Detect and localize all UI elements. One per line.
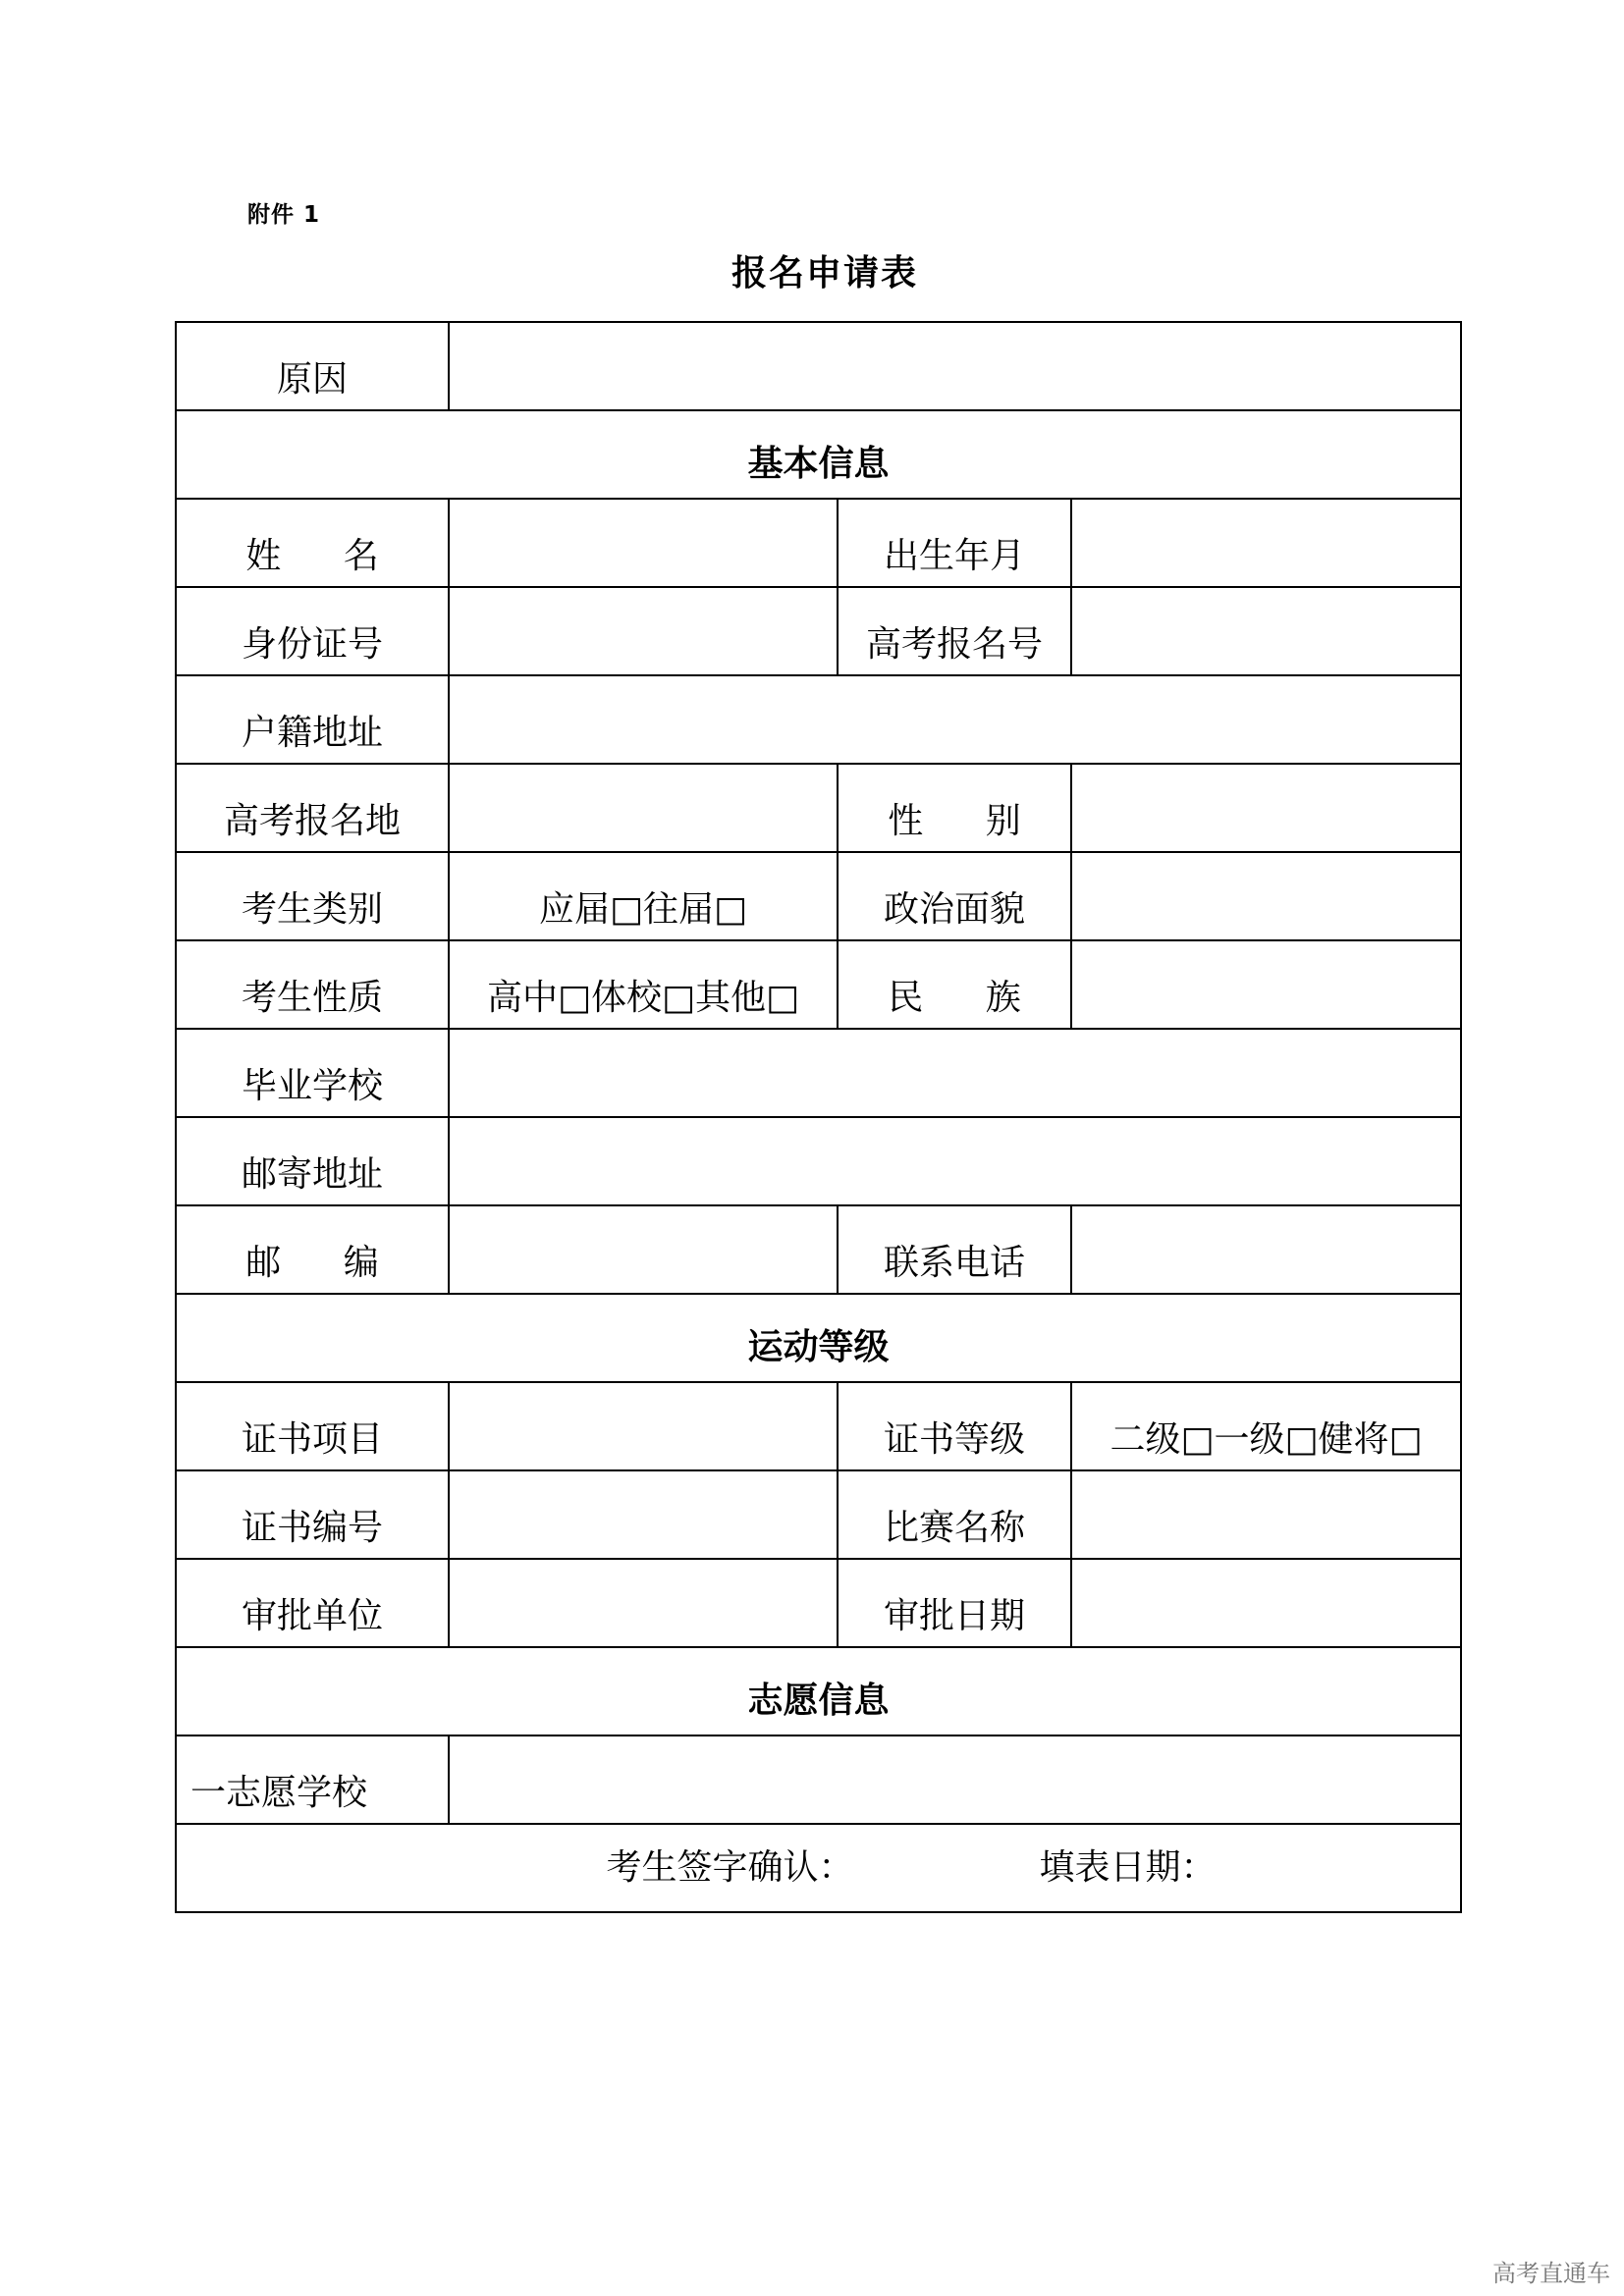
exam-place-field[interactable] — [449, 764, 838, 852]
household-label: 户籍地址 — [176, 675, 449, 764]
id-row — [176, 587, 1461, 675]
signature-cell[interactable] — [176, 1824, 1461, 1912]
cert-no-label: 证书编号 — [176, 1470, 449, 1559]
section-basic-title: 基本信息 — [176, 410, 1461, 499]
cert-no-row — [176, 1470, 1461, 1559]
ethnicity-field[interactable] — [1071, 940, 1461, 1029]
birth-field[interactable] — [1071, 499, 1461, 587]
approver-field[interactable] — [449, 1559, 838, 1647]
gender-label: 性 别 — [838, 764, 1071, 852]
school-field[interactable] — [449, 1029, 1461, 1117]
category-label: 考生类别 — [176, 852, 449, 940]
birth-label: 出生年月 — [838, 499, 1071, 587]
section-basic-row — [176, 410, 1461, 499]
category-options[interactable]: 应届□往届□ — [449, 852, 838, 940]
approver-label: 审批单位 — [176, 1559, 449, 1647]
section-wish-row — [176, 1647, 1461, 1735]
attachment-label: 附件 1 — [247, 202, 321, 228]
cert-level-options[interactable]: 二级□一级□健将□ — [1071, 1382, 1461, 1470]
watermark: 高考直通车 — [1492, 2260, 1610, 2287]
phone-field[interactable] — [1071, 1205, 1461, 1294]
approve-date-field[interactable] — [1071, 1559, 1461, 1647]
match-name-field[interactable] — [1071, 1470, 1461, 1559]
nature-row — [176, 940, 1461, 1029]
application-form-table — [175, 321, 1462, 1913]
id-field[interactable] — [449, 587, 838, 675]
cert-item-field[interactable] — [449, 1382, 838, 1470]
ethnicity-label: 民 族 — [838, 940, 1071, 1029]
postcode-field[interactable] — [449, 1205, 838, 1294]
postcode-label: 邮 编 — [176, 1205, 449, 1294]
mail-address-field[interactable] — [449, 1117, 1461, 1205]
name-row — [176, 499, 1461, 587]
section-sports-title: 运动等级 — [176, 1294, 1461, 1382]
signature-row — [176, 1824, 1461, 1912]
category-row — [176, 852, 1461, 940]
signature-label: 考生签字确认： — [606, 1847, 854, 1888]
household-field[interactable] — [449, 675, 1461, 764]
reason-row — [176, 322, 1461, 410]
household-row — [176, 675, 1461, 764]
gender-field[interactable] — [1071, 764, 1461, 852]
name-field[interactable] — [449, 499, 838, 587]
postcode-row — [176, 1205, 1461, 1294]
first-school-field[interactable] — [449, 1735, 1461, 1824]
fill-date-label: 填表日期： — [1039, 1847, 1217, 1888]
exam-no-field[interactable] — [1071, 587, 1461, 675]
mail-address-row — [176, 1117, 1461, 1205]
id-label: 身份证号 — [176, 587, 449, 675]
approve-date-label: 审批日期 — [838, 1559, 1071, 1647]
first-school-row — [176, 1735, 1461, 1824]
section-sports-row — [176, 1294, 1461, 1382]
section-wish-title: 志愿信息 — [176, 1647, 1461, 1735]
school-row — [176, 1029, 1461, 1117]
political-field[interactable] — [1071, 852, 1461, 940]
nature-label: 考生性质 — [176, 940, 449, 1029]
match-name-label: 比赛名称 — [838, 1470, 1071, 1559]
cert-level-label: 证书等级 — [838, 1382, 1071, 1470]
reason-label: 原因 — [176, 322, 449, 410]
phone-label: 联系电话 — [838, 1205, 1071, 1294]
approver-row — [176, 1559, 1461, 1647]
school-label: 毕业学校 — [176, 1029, 449, 1117]
cert-item-label: 证书项目 — [176, 1382, 449, 1470]
first-school-label: 一志愿学校 — [176, 1735, 449, 1824]
cert-no-field[interactable] — [449, 1470, 838, 1559]
political-label: 政治面貌 — [838, 852, 1071, 940]
name-label: 姓 名 — [176, 499, 449, 587]
cert-item-row — [176, 1382, 1461, 1470]
page-title: 报名申请表 — [731, 253, 918, 294]
exam-place-row — [176, 764, 1461, 852]
exam-place-label: 高考报名地 — [176, 764, 449, 852]
exam-no-label: 高考报名号 — [838, 587, 1071, 675]
mail-address-label: 邮寄地址 — [176, 1117, 449, 1205]
nature-options[interactable]: 高中□体校□其他□ — [449, 940, 838, 1029]
reason-field[interactable] — [449, 322, 1461, 410]
